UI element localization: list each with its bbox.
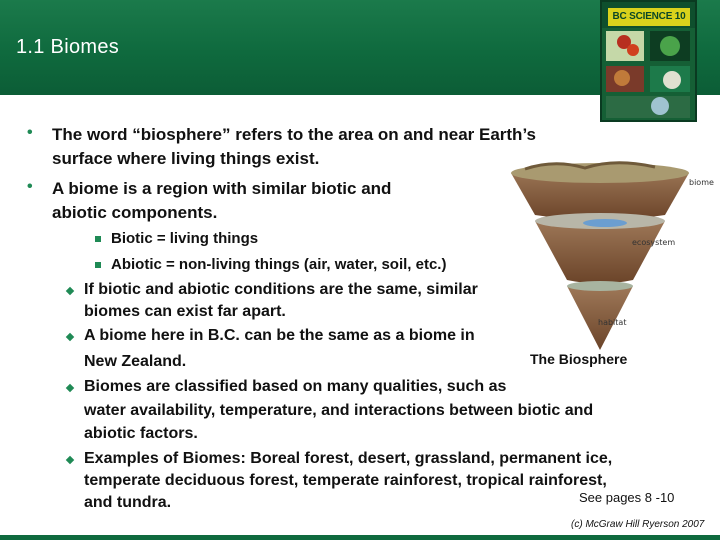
text-line: A biome here in B.C. can be the same as a biome in — [84, 327, 475, 344]
figure-caption: The Biosphere — [530, 351, 628, 367]
habitat-label: habitat — [598, 318, 627, 327]
text-line: New Zealand. — [84, 353, 187, 370]
text-line: abiotic components. — [52, 203, 218, 222]
bullet-marker — [66, 333, 74, 341]
bullet-marker — [66, 384, 74, 392]
footer-bar — [0, 535, 720, 540]
text-line: temperate deciduous forest, temperate rainforest, tropical rainforest, — [84, 472, 607, 489]
cover-logo: BC SCIENCE 10 — [608, 8, 690, 26]
text-line: Biomes are classified based on many qualities, such as — [84, 378, 507, 395]
page-reference: See pages 8 -10 — [579, 490, 675, 505]
text-line: water availability, temperature, and interactions between biotic and — [84, 402, 594, 419]
bullet-marker — [66, 456, 74, 464]
text-line: Examples of Biomes: Boreal forest, desert, grassland, permanent ice, — [84, 450, 613, 467]
bullet-marker — [95, 236, 101, 242]
bullet-marker — [66, 287, 74, 295]
bullet-marker — [95, 262, 101, 268]
bullet-marker: • — [27, 178, 33, 195]
text-line: The word “biosphere” refers to the area on and near Earth’s — [52, 125, 536, 144]
ecosystem-label: ecosystem — [632, 238, 676, 247]
text-line: surface where living things exist. — [52, 149, 320, 168]
biome-label: biome — [689, 178, 714, 187]
bullet-marker: • — [27, 124, 33, 141]
text-line: If biotic and abiotic conditions are the same, similar — [84, 281, 478, 298]
copyright-notice: (c) McGraw Hill Ryerson 2007 — [571, 519, 705, 530]
text-line: and tundra. — [84, 494, 172, 511]
text-line: biomes can exist far apart. — [84, 303, 286, 320]
slide-title: 1.1 Biomes — [16, 36, 120, 58]
text-line: A biome is a region with similar biotic and — [52, 179, 392, 198]
text-line: abiotic factors. — [84, 425, 198, 442]
text-line: Abiotic = non-living things (air, water, soil, etc.) — [111, 256, 447, 273]
text-line: Biotic = living things — [111, 230, 259, 247]
